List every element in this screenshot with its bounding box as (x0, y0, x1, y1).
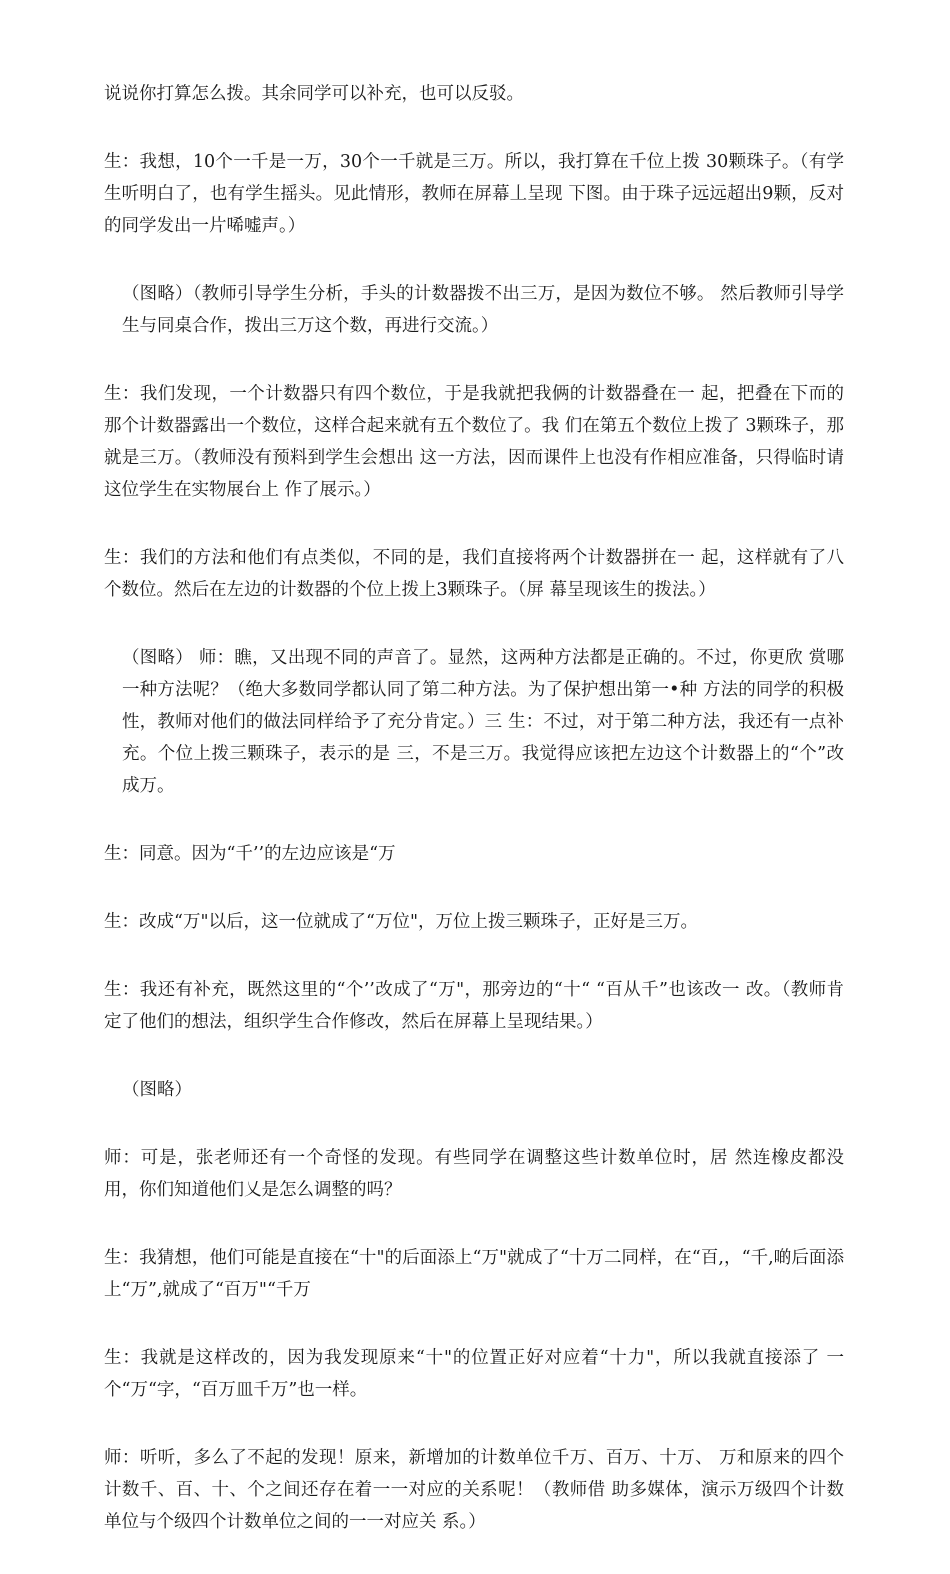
paragraph-13: 生：我就是这样改的，因为我发现原来“十"的位置正好对应着“十力"，所以我就直接添了 一个“万“字，“百万皿千万”也一样。 (104, 1348, 844, 1400)
paragraph-3: （图略）（教师引导学生分析，手头的计数器拨不出三万，是因为数位不够。 然后教师引导学生与同桌合作，拨出三万这个数，再进行交流。） (122, 284, 844, 336)
paragraph-6: （图略） 师：瞧，又出现不同的声音了。显然，这两种方法都是正确的。不过，你更欣 赏哪一种方法呢？（绝大多数同学都认同了第二种方法。为了保护想出第一•种 方法的同学的积极性，教师对他们的做法同样给予了充分肯定。）三 生：不过，对于第二种方法，我还有一点补充。个位上拨三颗珠子，表示的是 三，不是三万。我觉得应该把左边这个计数器上的“个”改成万。 (122, 648, 844, 796)
paragraph-10: （图略） (122, 1080, 192, 1100)
paragraph-7: 生：同意。因为“千’’的左边应该是“万 (104, 844, 396, 864)
paragraph-12: 生：我猜想，他们可能是直接在“十"的后面添上“万"就成了“十万二同样，在“百,，“千,啲后面添上“万”,就成了“百万"“千万 (104, 1248, 844, 1300)
paragraph-8: 生：改成“万"以后，这一位就成了“万位"，万位上拨三颗珠子，正好是三万。 (104, 912, 698, 932)
paragraph-4: 生：我们发现，一个计数器只有四个数位，于是我就把我俩的计数器叠在一 起，把叠在下而的那个计数器露出一个数位，这样合起来就有五个数位了。我 们在第五个数位上拨了 3颗珠子，那就是三万。（教师没有预料到学生会想出 这一方法，因而课件上也没有作相应准备，只得临时请这位学生在实物展台上 作了展示。） (104, 384, 844, 500)
paragraph-1: 说说你打算怎么拨。其余同学可以补充，也可以反驳。 (104, 84, 524, 104)
paragraph-5: 生：我们的方法和他们有点类似，不同的是，我们直接将两个计数器拼在一 起，这样就有了八个数位。然后在左边的计数器的个位上拨上3颗珠子。（屏 幕呈现该生的拨法。） (104, 548, 844, 600)
paragraph-2: 生：我想，10个一千是一万，30个一千就是三万。所以，我打算在千位上拨 30颗珠子。（有学生听明白了，也有学生摇头。见此情形，教师在屏幕丄呈现 下图。由于珠子远远超出9颗，反对的同学发出一片唏嘘声。） (104, 152, 844, 236)
document-page (104, 78, 844, 1574)
paragraph-11: 师：可是，张老师还有一个奇怪的发现。有些同学在调整这些计数单位时，居 然连橡皮都没用，你们知道他们乂是怎么调整的吗？ (104, 1148, 844, 1200)
paragraph-14: 师：听听，多么了不起的发现！原来，新增加的计数单位千万、百万、十万、 万和原来的四个计数千、百、十、个之间还存在着一一对应的关系呢！（教师借 助多媒体，演示万级四个计数单位与个级四个计数单位之间的一一对应关 系。） (104, 1448, 844, 1532)
paragraph-9: 生：我还有补充，既然这里的“个’’改成了“万"，那旁边的“十“ “百从千”也该改一 改。（教师肯定了他们的想法，组织学生合作修改，然后在屏幕上呈现结果。） (104, 980, 844, 1032)
